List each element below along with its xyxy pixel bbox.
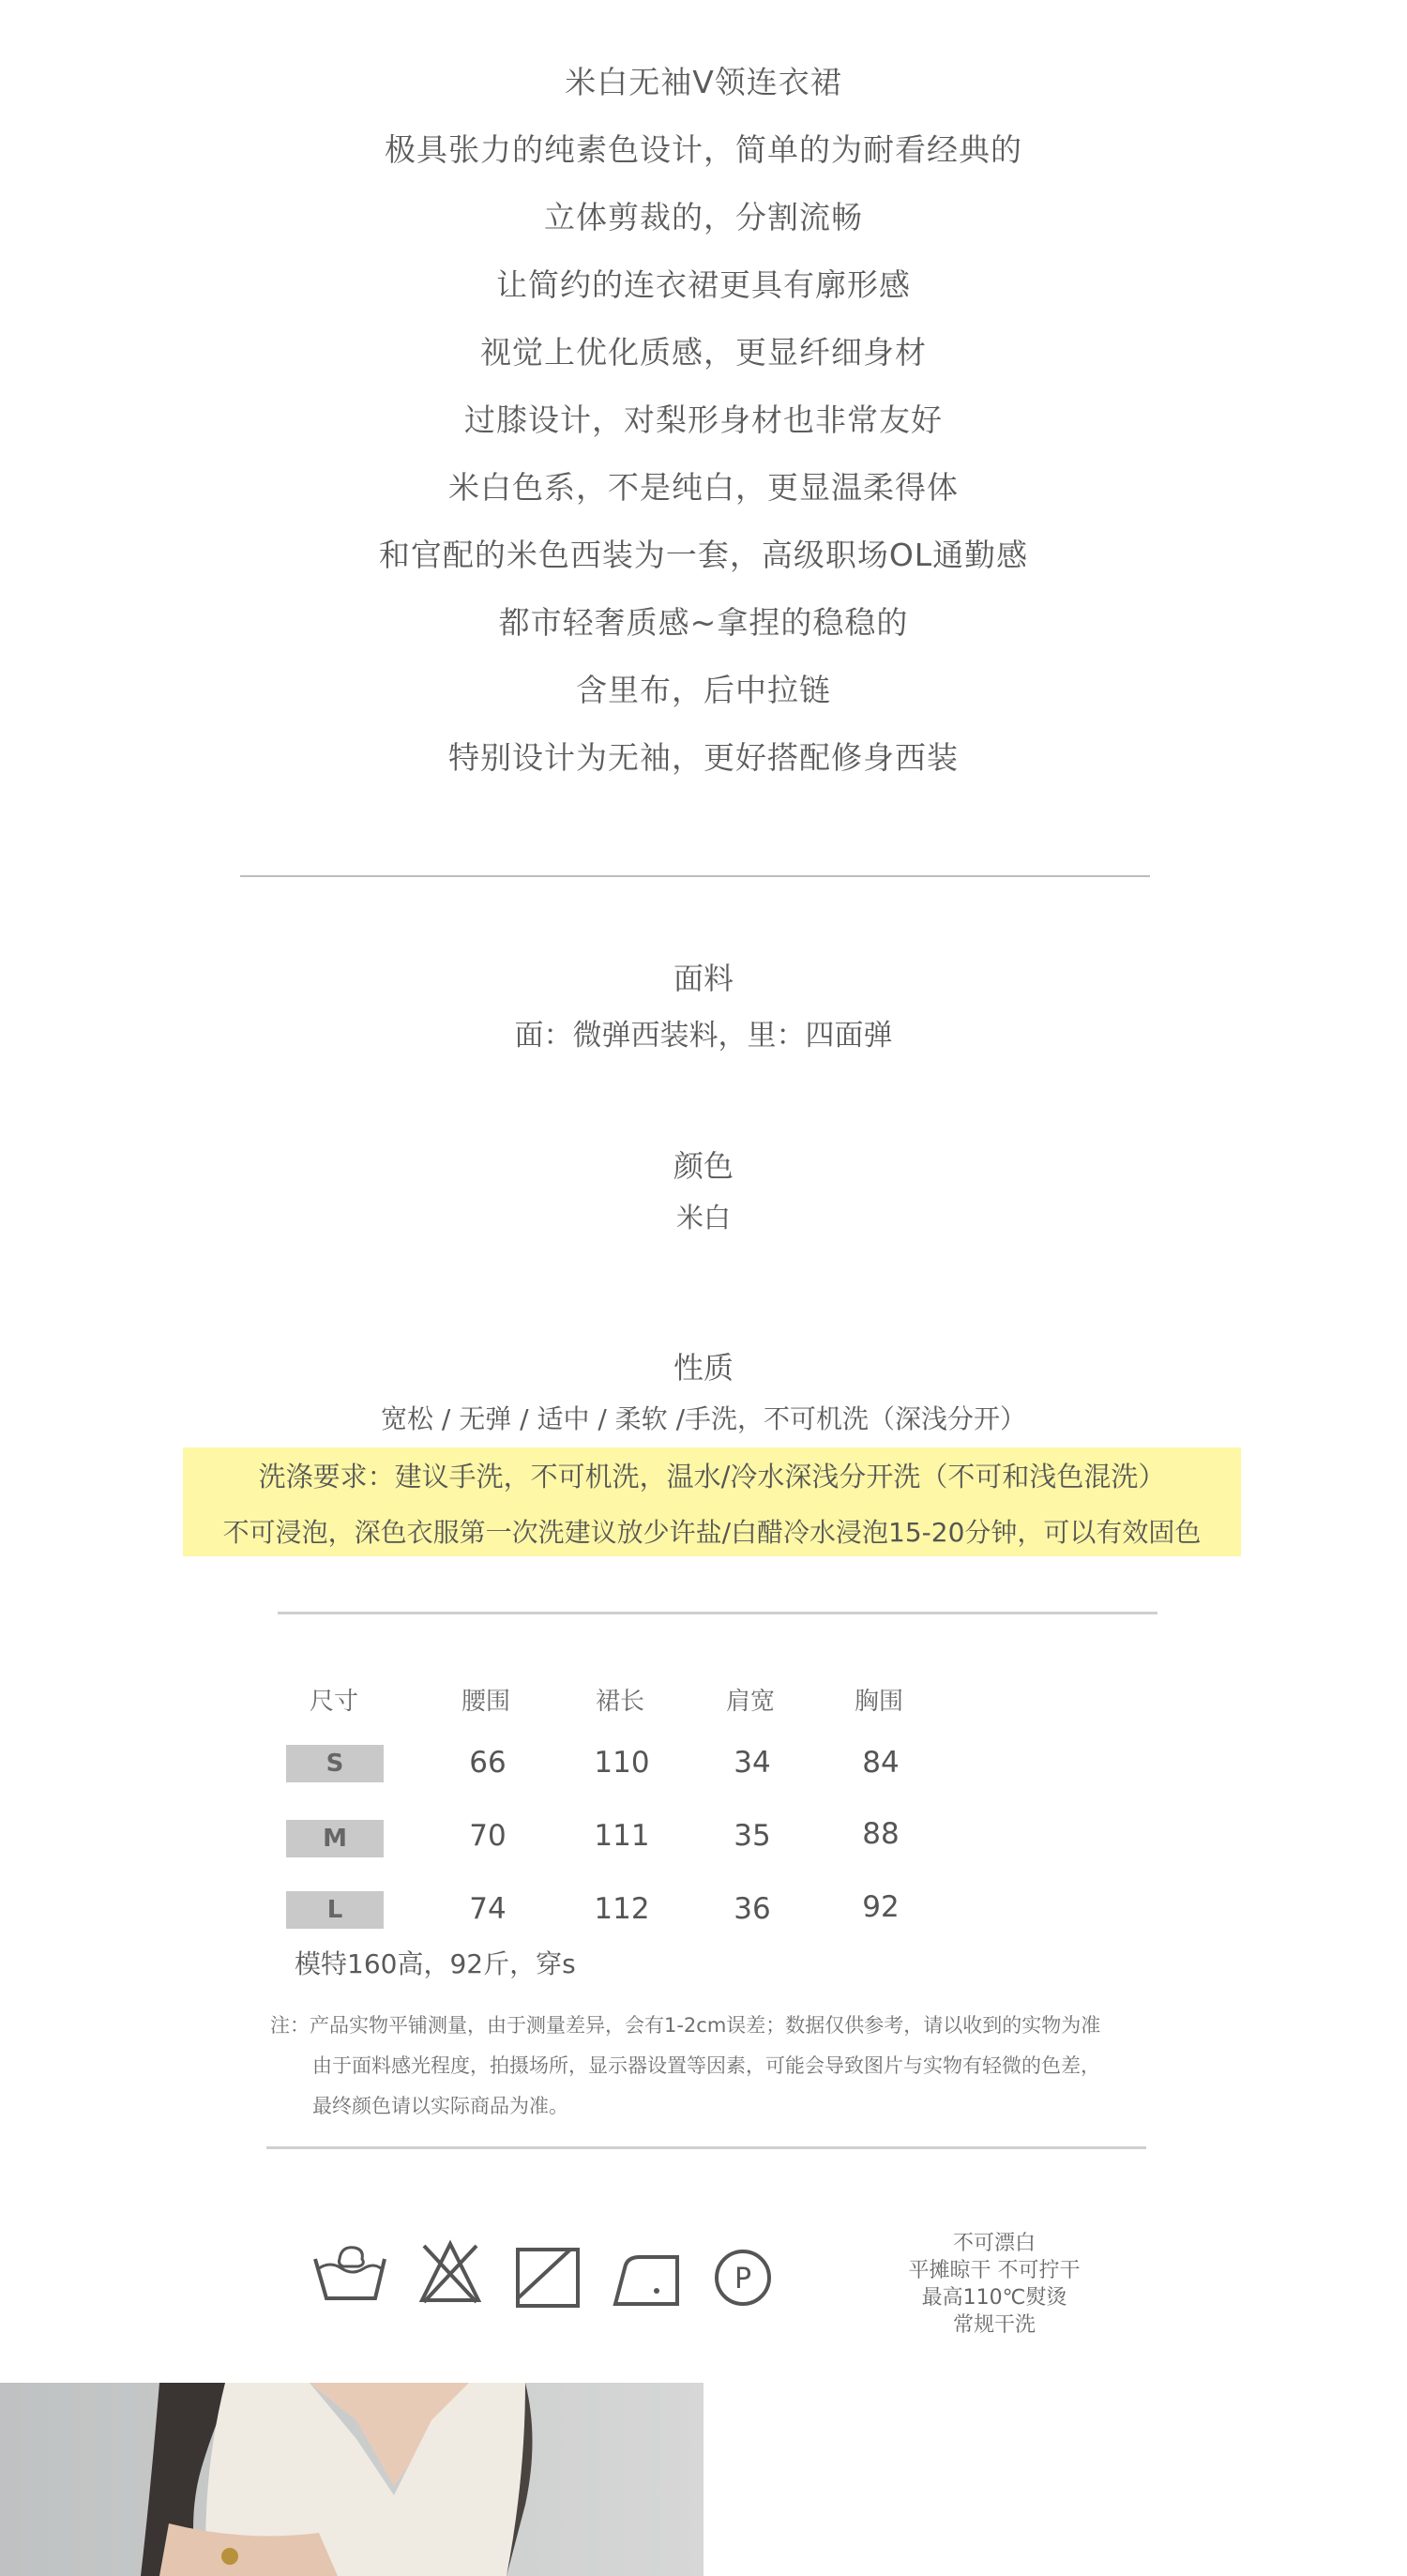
divider <box>266 2146 1146 2149</box>
table-cell: 110 <box>594 1746 650 1780</box>
wash-requirement: 洗涤要求：建议手洗，不可机洗，温水/冷水深浅分开洗（不可和浅色混洗） <box>258 1461 1166 1493</box>
table-header: 尺寸 <box>310 1688 359 1716</box>
color-title: 颜色 <box>673 1148 734 1184</box>
no-bleach-icon <box>415 2236 486 2308</box>
disclaimer-line: 最终颜色请以实际商品为准。 <box>312 2095 568 2117</box>
description-line: 立体剪裁的，分割流畅 <box>544 199 863 235</box>
size-label: S <box>286 1745 384 1782</box>
table-header: 肩宽 <box>726 1688 776 1716</box>
dry-clean-letter: P <box>734 2263 752 2296</box>
table-cell: 36 <box>734 1892 771 1926</box>
table-cell: 74 <box>469 1892 507 1926</box>
divider <box>278 1612 1157 1614</box>
description-line: 含里布，后中拉链 <box>576 672 831 708</box>
description-line: 米白色系，不是纯白，更显温柔得体 <box>448 469 959 506</box>
size-label: L <box>286 1891 384 1929</box>
table-cell: 35 <box>734 1819 771 1853</box>
product-photo <box>0 2383 704 2576</box>
care-text-line: 常规干洗 <box>952 2313 1036 2337</box>
care-text-line: 不可漂白 <box>952 2232 1036 2255</box>
description-line: 都市轻奢质感~拿捏的稳稳的 <box>498 604 909 641</box>
table-cell: 88 <box>862 1817 900 1851</box>
table-cell: 70 <box>469 1819 507 1853</box>
disclaimer-line: 由于面料感光程度，拍摄场所，显示器设置等因素，可能会导致图片与实物有轻微的色差， <box>312 2054 1100 2077</box>
table-cell: 92 <box>862 1890 900 1924</box>
table-cell: 111 <box>594 1819 650 1853</box>
care-text-line: 最高110℃熨烫 <box>921 2286 1067 2310</box>
dry-clean-icon <box>713 2248 773 2308</box>
description-line: 极具张力的纯素色设计，简单的为耐看经典的 <box>385 131 1022 168</box>
table-header: 裙长 <box>596 1688 645 1716</box>
dry-flat-icon <box>514 2246 582 2310</box>
hand-wash-icon <box>310 2240 390 2308</box>
table-cell: 84 <box>862 1746 900 1780</box>
description-line: 过膝设计，对梨形身材也非常友好 <box>464 402 943 438</box>
description-line: 让简约的连衣裙更具有廓形感 <box>496 266 911 303</box>
iron-icon <box>612 2248 683 2310</box>
table-header: 胸围 <box>855 1688 904 1716</box>
table-cell: 66 <box>469 1746 507 1780</box>
description-line: 特别设计为无袖，更好搭配修身西装 <box>448 739 959 776</box>
description-line: 和官配的米色西装为一套，高级职场OL通勤感 <box>378 537 1029 573</box>
product-title: 米白无袖V领连衣裙 <box>565 64 842 100</box>
table-cell: 34 <box>734 1746 771 1780</box>
wash-soak-note: 不可浸泡，深色衣服第一次洗建议放少许盐/白醋冷水浸泡15-20分钟，可以有效固色 <box>222 1517 1202 1548</box>
fabric-title: 面料 <box>673 961 734 996</box>
disclaimer-line: 注：产品实物平铺测量，由于测量差异，会有1-2cm误差；数据仅供参考，请以收到的实物为准 <box>270 2014 1101 2037</box>
description-line: 视觉上优化质感，更显纤细身材 <box>480 334 927 371</box>
model-note: 模特160高，92斤，穿s <box>295 1948 576 1979</box>
table-cell: 112 <box>594 1892 650 1926</box>
divider <box>240 875 1150 877</box>
table-header: 腰围 <box>461 1688 511 1716</box>
care-text-line: 平摊晾干 不可拧干 <box>908 2259 1081 2282</box>
size-label: M <box>286 1820 384 1857</box>
nature-title: 性质 <box>673 1350 734 1386</box>
color-value: 米白 <box>675 1202 731 1234</box>
nature-value: 宽松 / 无弹 / 适中 / 柔软 /手洗，不可机洗（深浅分开） <box>380 1403 1027 1434</box>
fabric-value: 面：微弹西装料，里：四面弹 <box>514 1019 893 1053</box>
